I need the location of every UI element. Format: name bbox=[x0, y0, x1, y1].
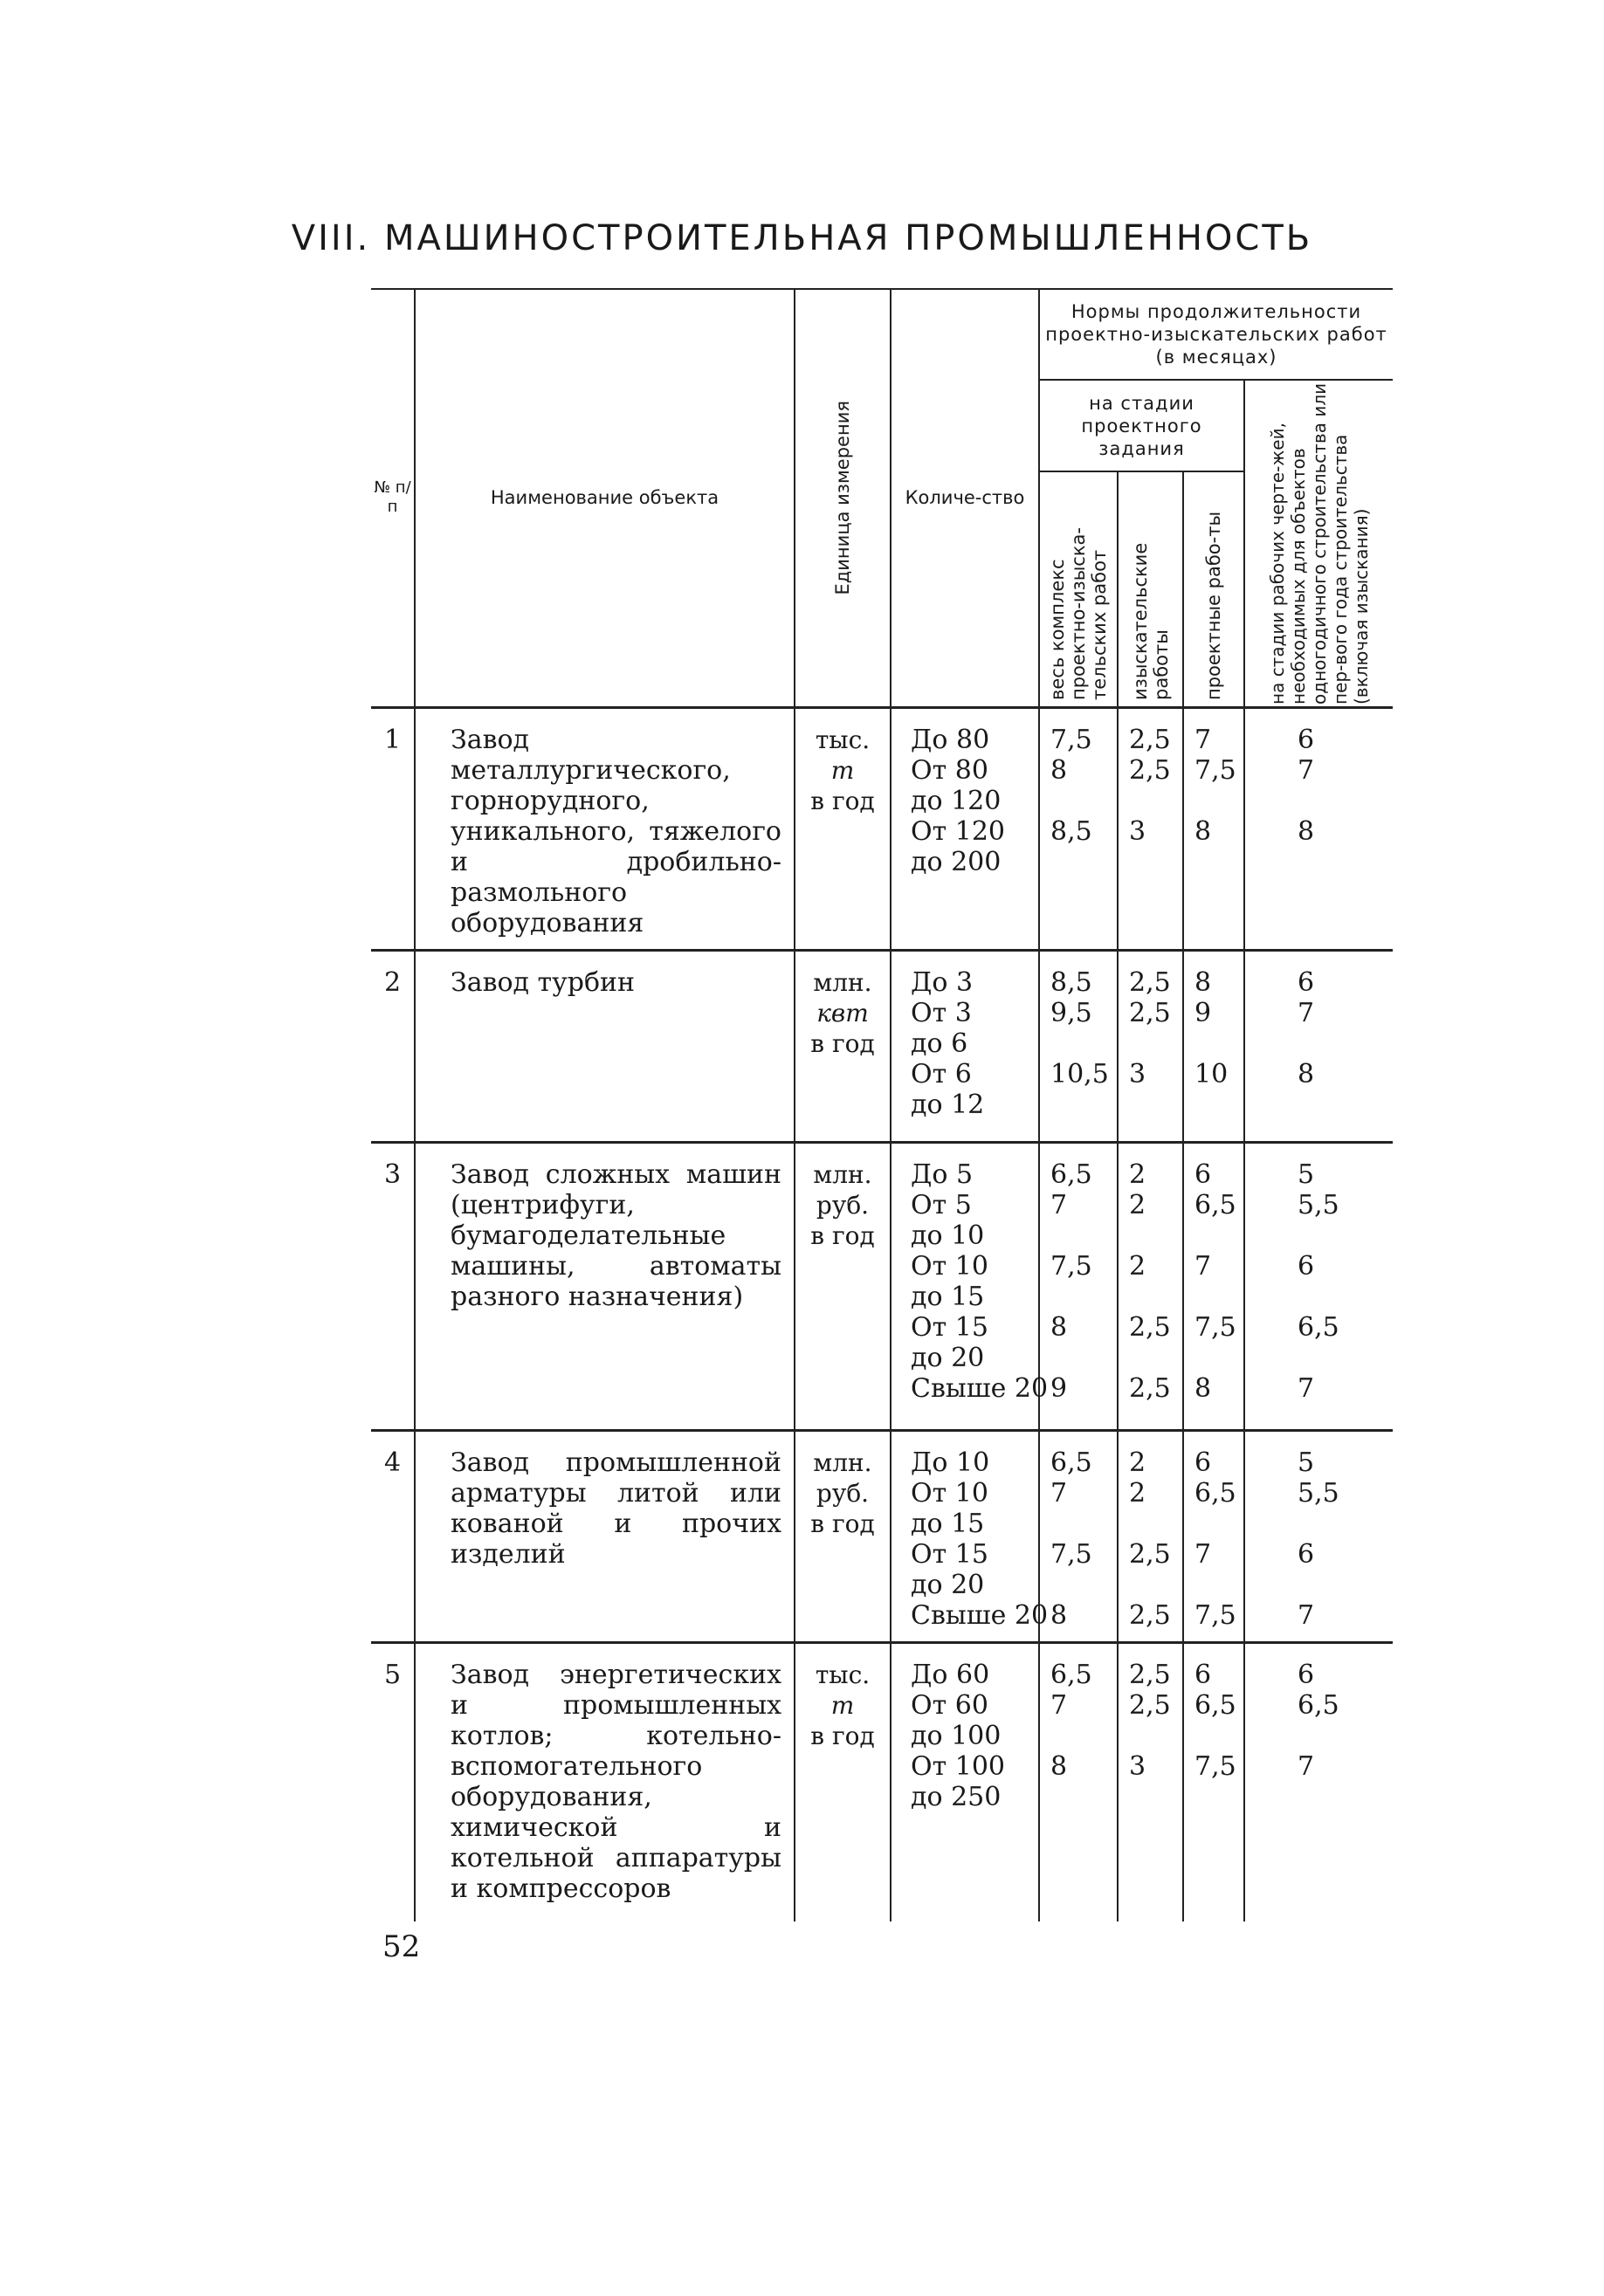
drawings-value: 7 bbox=[1298, 1372, 1315, 1404]
object-name-text: Завод сложных машин (центрифуги, бумагоделательные машины, автоматы разного назначения) bbox=[451, 1158, 781, 1312]
survey-cell bbox=[1118, 707, 1183, 950]
design-cell bbox=[1183, 707, 1244, 950]
survey-value bbox=[1129, 1782, 1182, 1812]
design-value: 6 bbox=[1194, 1158, 1212, 1190]
design-value: 6 bbox=[1194, 1447, 1212, 1478]
table-row bbox=[371, 1142, 1393, 1430]
row-number bbox=[371, 707, 415, 950]
qty-value: От 10 bbox=[911, 1250, 988, 1282]
drawings-value: 7 bbox=[1298, 754, 1315, 786]
complex-value: 8,5 bbox=[1050, 815, 1092, 847]
design-value: 6,5 bbox=[1194, 1477, 1236, 1509]
header-name bbox=[415, 289, 795, 707]
survey-value bbox=[1129, 1282, 1182, 1312]
drawings-value: 7 bbox=[1298, 1750, 1315, 1782]
qty-value: До 3 bbox=[911, 966, 974, 998]
object-name bbox=[415, 950, 795, 1142]
header-qty bbox=[891, 289, 1039, 707]
qty-value: до 12 bbox=[911, 1089, 985, 1120]
complex-value: 7 bbox=[1050, 1189, 1068, 1220]
qty-value: От 80 bbox=[911, 754, 988, 786]
drawings-value: 6 bbox=[1298, 724, 1315, 755]
qty-value: до 10 bbox=[911, 1220, 985, 1251]
survey-value: 2 bbox=[1129, 1250, 1146, 1282]
drawings-value bbox=[1298, 1220, 1393, 1251]
header-stage-project bbox=[1039, 380, 1244, 471]
qty-value: до 6 bbox=[911, 1028, 968, 1059]
header-num bbox=[371, 289, 415, 707]
row-number-text: 3 bbox=[383, 1158, 402, 1190]
qty-value: От 60 bbox=[911, 1689, 988, 1721]
design-value: 6,5 bbox=[1194, 1689, 1236, 1721]
unit-cell bbox=[795, 707, 891, 950]
survey-value bbox=[1129, 786, 1182, 816]
row-number bbox=[371, 1430, 415, 1642]
unit-value: в год bbox=[810, 1028, 875, 1058]
header-survey bbox=[1118, 471, 1183, 707]
design-cell bbox=[1183, 1642, 1244, 1921]
drawings-value: 5,5 bbox=[1298, 1477, 1339, 1509]
complex-value: 8 bbox=[1050, 1599, 1068, 1631]
complex-value bbox=[1050, 1509, 1117, 1539]
survey-value bbox=[1129, 1509, 1182, 1539]
complex-value bbox=[1050, 1570, 1117, 1600]
unit-value: т bbox=[830, 1690, 855, 1720]
qty-value: До 60 bbox=[911, 1659, 990, 1690]
survey-value: 3 bbox=[1129, 1058, 1146, 1090]
drawings-value: 8 bbox=[1298, 815, 1315, 847]
unit-value: тыс. bbox=[815, 725, 871, 754]
qty-value: От 5 bbox=[911, 1189, 972, 1220]
drawings-value bbox=[1298, 1782, 1393, 1812]
survey-cell bbox=[1118, 950, 1183, 1142]
table-row bbox=[371, 707, 1393, 950]
drawings-cell bbox=[1244, 1142, 1393, 1430]
row-number bbox=[371, 950, 415, 1142]
drawings-value: 5,5 bbox=[1298, 1189, 1339, 1220]
row-number-text: 2 bbox=[383, 966, 402, 998]
table-row bbox=[371, 1430, 1393, 1642]
survey-value: 2,5 bbox=[1129, 966, 1171, 998]
unit-cell bbox=[795, 1142, 891, 1430]
quantity-cell bbox=[891, 1142, 1049, 1430]
design-value: 8 bbox=[1194, 815, 1212, 847]
design-value: 9 bbox=[1194, 997, 1212, 1028]
design-value: 8 bbox=[1194, 1372, 1212, 1404]
object-name bbox=[415, 1642, 795, 1921]
unit-cell bbox=[795, 950, 891, 1142]
drawings-cell bbox=[1244, 950, 1393, 1142]
table-row bbox=[371, 1642, 1393, 1921]
quantity-cell bbox=[891, 1642, 1039, 1921]
qty-value: до 15 bbox=[911, 1508, 985, 1539]
complex-cell bbox=[1039, 1642, 1118, 1921]
row-number bbox=[371, 1142, 415, 1430]
qty-value: От 100 bbox=[911, 1750, 1005, 1782]
complex-value: 9 bbox=[1050, 1372, 1068, 1404]
unit-value: в год bbox=[810, 1721, 875, 1750]
object-name bbox=[415, 1430, 795, 1642]
unit-value: квт bbox=[816, 998, 869, 1028]
unit-value: млн. bbox=[813, 1447, 872, 1477]
unit-value: млн. bbox=[813, 967, 872, 997]
design-cell bbox=[1183, 950, 1244, 1142]
design-value bbox=[1194, 1343, 1243, 1373]
survey-value bbox=[1129, 1570, 1182, 1600]
design-value: 7,5 bbox=[1194, 754, 1236, 786]
design-value: 7 bbox=[1194, 1250, 1212, 1282]
design-value bbox=[1194, 1282, 1243, 1312]
survey-cell bbox=[1118, 1642, 1183, 1921]
survey-value: 2,5 bbox=[1129, 997, 1171, 1028]
complex-cell bbox=[1039, 707, 1118, 950]
quantity-cell bbox=[891, 707, 1039, 950]
qty-value: до 200 bbox=[911, 846, 1002, 877]
survey-value: 2,5 bbox=[1129, 1659, 1171, 1690]
complex-value: 7,5 bbox=[1050, 724, 1092, 755]
qty-value: Свыше 20 bbox=[911, 1599, 1049, 1631]
qty-value: До 80 bbox=[911, 724, 990, 755]
complex-cell bbox=[1039, 1142, 1118, 1430]
complex-value: 7,5 bbox=[1050, 1250, 1092, 1282]
header-norms bbox=[1039, 289, 1393, 380]
complex-cell bbox=[1039, 950, 1118, 1142]
table-body bbox=[371, 707, 1393, 1921]
quantity-cell bbox=[891, 950, 1039, 1142]
table-row bbox=[371, 950, 1393, 1142]
qty-value: До 10 bbox=[911, 1447, 990, 1478]
design-value bbox=[1194, 1220, 1243, 1251]
norms-table-container bbox=[371, 288, 1393, 1921]
qty-value: до 100 bbox=[911, 1720, 1002, 1751]
complex-value bbox=[1050, 847, 1117, 877]
header-num-label: № п/п bbox=[374, 478, 411, 517]
complex-value bbox=[1050, 1090, 1117, 1120]
drawings-value bbox=[1298, 847, 1393, 877]
table-header bbox=[371, 289, 1393, 707]
object-name-text: Завод энергетических и промышленных котлов; котельно-вспомогательного оборудования, химической и котельной аппаратуры и компрессоров bbox=[451, 1659, 781, 1904]
complex-value bbox=[1050, 786, 1117, 816]
unit-value: руб. bbox=[816, 1190, 870, 1220]
drawings-value bbox=[1298, 786, 1393, 816]
design-value bbox=[1194, 1090, 1243, 1120]
qty-value: до 250 bbox=[911, 1781, 1002, 1812]
header-survey-label: изыскательские работы bbox=[1129, 543, 1172, 701]
header-norms-label: Нормы продолжительности проектно-изыскательских работ (в месяцах) bbox=[1045, 301, 1387, 368]
header-unit-label: Единица измерения bbox=[832, 401, 853, 595]
row-number bbox=[371, 1642, 415, 1921]
design-value: 6 bbox=[1194, 1659, 1212, 1690]
drawings-value: 7 bbox=[1298, 1599, 1315, 1631]
drawings-value bbox=[1298, 1721, 1393, 1751]
qty-value: От 6 bbox=[911, 1058, 972, 1090]
drawings-value: 6,5 bbox=[1298, 1311, 1339, 1343]
survey-value bbox=[1129, 1028, 1182, 1059]
design-value: 10 bbox=[1194, 1058, 1229, 1090]
design-cell bbox=[1183, 1142, 1244, 1430]
section-title: VIII. МАШИНОСТРОИТЕЛЬНАЯ ПРОМЫШЛЕННОСТЬ bbox=[291, 218, 1313, 258]
header-unit bbox=[795, 289, 891, 707]
complex-value: 8 bbox=[1050, 1311, 1068, 1343]
design-value bbox=[1194, 847, 1243, 877]
header-drawings bbox=[1244, 380, 1393, 707]
row-number-text: 5 bbox=[383, 1659, 402, 1690]
survey-value: 2,5 bbox=[1129, 1599, 1171, 1631]
qty-value: до 15 bbox=[911, 1281, 985, 1312]
design-value: 7,5 bbox=[1194, 1599, 1236, 1631]
object-name bbox=[415, 707, 795, 950]
survey-value: 2 bbox=[1129, 1447, 1146, 1478]
drawings-value: 6 bbox=[1298, 1659, 1315, 1690]
qty-value: От 15 bbox=[911, 1538, 988, 1570]
drawings-value: 8 bbox=[1298, 1058, 1315, 1090]
design-value bbox=[1194, 1570, 1243, 1600]
norms-table bbox=[371, 288, 1393, 1921]
qty-value: От 10 bbox=[911, 1477, 988, 1509]
object-name-text: Завод турбин bbox=[451, 966, 636, 998]
qty-value: до 20 bbox=[911, 1342, 985, 1373]
header-design bbox=[1183, 471, 1244, 707]
complex-value bbox=[1050, 1028, 1117, 1059]
drawings-cell bbox=[1244, 1642, 1393, 1921]
drawings-value: 6 bbox=[1298, 1250, 1315, 1282]
qty-value: От 3 bbox=[911, 997, 972, 1028]
qty-value: до 120 bbox=[911, 785, 1002, 816]
complex-value bbox=[1050, 1721, 1117, 1751]
page-number: 52 bbox=[382, 1929, 421, 1964]
header-qty-label: Количе-ство bbox=[905, 487, 1025, 509]
drawings-value bbox=[1298, 1509, 1393, 1539]
drawings-value bbox=[1298, 1343, 1393, 1373]
unit-cell bbox=[795, 1430, 891, 1642]
drawings-value bbox=[1298, 1282, 1393, 1312]
design-value: 6,5 bbox=[1194, 1189, 1236, 1220]
header-stage-project-label: на стадии проектного задания bbox=[1081, 392, 1202, 459]
survey-value bbox=[1129, 1090, 1182, 1120]
design-value bbox=[1194, 1782, 1243, 1812]
complex-value: 6,5 bbox=[1050, 1158, 1092, 1190]
survey-value: 2,5 bbox=[1129, 1538, 1171, 1570]
design-value bbox=[1194, 786, 1243, 816]
qty-value: До 5 bbox=[911, 1158, 974, 1190]
qty-value: до 20 bbox=[911, 1569, 985, 1600]
quantity-cell bbox=[891, 1430, 1049, 1642]
complex-value: 7,5 bbox=[1050, 1538, 1092, 1570]
object-name-text: Завод промышленной арматуры литой или кованой и прочих изделий bbox=[451, 1447, 781, 1570]
drawings-value: 7 bbox=[1298, 997, 1315, 1028]
drawings-value: 6 bbox=[1298, 1538, 1315, 1570]
design-value: 7 bbox=[1194, 724, 1212, 755]
unit-value: млн. bbox=[813, 1159, 872, 1189]
survey-value bbox=[1129, 1343, 1182, 1373]
drawings-value: 6,5 bbox=[1298, 1689, 1339, 1721]
complex-value: 8 bbox=[1050, 754, 1068, 786]
header-drawings-label: на стадии рабочих черте-жей, необходимых для объектов одногодичного строительства или пер-вого года строительства (включая изыскания) bbox=[1266, 383, 1372, 705]
header-name-label: Наименование объекта bbox=[490, 487, 719, 509]
complex-value: 8 bbox=[1050, 1750, 1068, 1782]
complex-value bbox=[1050, 1220, 1117, 1251]
survey-value: 2 bbox=[1129, 1158, 1146, 1190]
row-number-text: 4 bbox=[383, 1447, 402, 1478]
drawings-cell bbox=[1244, 1430, 1393, 1642]
complex-value bbox=[1050, 1343, 1117, 1373]
unit-value: руб. bbox=[816, 1478, 870, 1508]
complex-value bbox=[1050, 1782, 1117, 1812]
survey-value: 2,5 bbox=[1129, 724, 1171, 755]
drawings-value bbox=[1298, 1090, 1393, 1120]
unit-value: т bbox=[830, 755, 855, 785]
object-name bbox=[415, 1142, 795, 1430]
complex-cell bbox=[1039, 1430, 1118, 1642]
unit-value: тыс. bbox=[815, 1660, 871, 1689]
survey-value bbox=[1129, 1220, 1182, 1251]
survey-value: 2,5 bbox=[1129, 1372, 1171, 1404]
design-value: 7,5 bbox=[1194, 1311, 1236, 1343]
drawings-value: 6 bbox=[1298, 966, 1315, 998]
qty-value: Свыше 20 bbox=[911, 1372, 1049, 1404]
unit-cell bbox=[795, 1642, 891, 1921]
complex-value: 8,5 bbox=[1050, 966, 1092, 998]
drawings-value: 5 bbox=[1298, 1158, 1315, 1190]
survey-value bbox=[1129, 1721, 1182, 1751]
drawings-cell bbox=[1244, 707, 1393, 950]
header-design-label: проектные рабо-ты bbox=[1203, 512, 1224, 701]
unit-value: в год bbox=[810, 786, 875, 815]
complex-value bbox=[1050, 1282, 1117, 1312]
unit-value: в год bbox=[810, 1509, 875, 1538]
survey-value: 3 bbox=[1129, 1750, 1146, 1782]
design-value: 7 bbox=[1194, 1538, 1212, 1570]
design-value: 7,5 bbox=[1194, 1750, 1236, 1782]
survey-value: 2,5 bbox=[1129, 1689, 1171, 1721]
complex-value: 7 bbox=[1050, 1477, 1068, 1509]
header-complex bbox=[1039, 471, 1118, 707]
survey-cell bbox=[1118, 1142, 1183, 1430]
design-value bbox=[1194, 1509, 1243, 1539]
design-value bbox=[1194, 1721, 1243, 1751]
drawings-value bbox=[1298, 1028, 1393, 1059]
survey-value: 2 bbox=[1129, 1477, 1146, 1509]
design-value: 8 bbox=[1194, 966, 1212, 998]
qty-value: От 120 bbox=[911, 815, 1005, 847]
drawings-value bbox=[1298, 1570, 1393, 1600]
survey-value: 2,5 bbox=[1129, 754, 1171, 786]
object-name-text: Завод металлургического, горнорудного, уникального, тяжелого и дробильно-размольного оборудования bbox=[451, 724, 781, 938]
row-number-text: 1 bbox=[383, 724, 402, 755]
complex-value: 6,5 bbox=[1050, 1447, 1092, 1478]
survey-value bbox=[1129, 847, 1182, 877]
complex-value: 7 bbox=[1050, 1689, 1068, 1721]
design-cell bbox=[1183, 1430, 1244, 1642]
drawings-value: 5 bbox=[1298, 1447, 1315, 1478]
complex-value: 6,5 bbox=[1050, 1659, 1092, 1690]
survey-value: 3 bbox=[1129, 815, 1146, 847]
complex-value: 9,5 bbox=[1050, 997, 1092, 1028]
qty-value: От 15 bbox=[911, 1311, 988, 1343]
design-value bbox=[1194, 1028, 1243, 1059]
unit-value: в год bbox=[810, 1220, 875, 1250]
survey-value: 2 bbox=[1129, 1189, 1146, 1220]
survey-value: 2,5 bbox=[1129, 1311, 1171, 1343]
header-complex-label: весь комплекс проектно-изыска-тельских работ bbox=[1047, 527, 1110, 701]
complex-value: 10,5 bbox=[1050, 1058, 1109, 1090]
survey-cell bbox=[1118, 1430, 1183, 1642]
